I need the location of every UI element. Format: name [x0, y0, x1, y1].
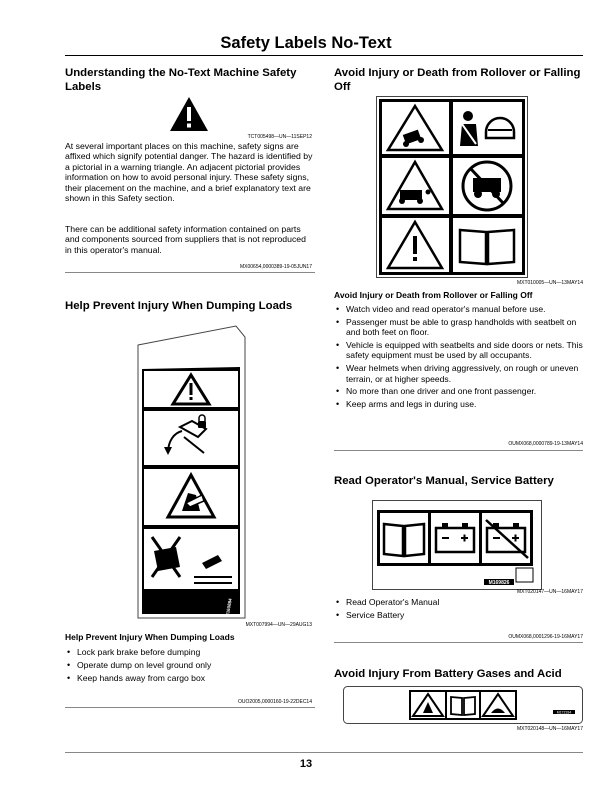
list-item: • Watch video and read operator's manual before use. [334, 304, 584, 314]
list-item: • Lock park brake before dumping [65, 647, 315, 657]
section-divider [334, 450, 583, 451]
understanding-para1: At several important places on this machine, safety signs are affixed which signify potential danger. The hazard is identified by a pictorial in a warning triangle. An adjacent pictorial provides information on how to avoid personal injury. These safety signs, their placement on the machine, and a brief explanatory text are shown in this Safety section. [65, 141, 313, 204]
dumping-caption: MXT007994—UN—29AUG13 [245, 622, 312, 628]
rollover-bullet-list [334, 304, 584, 412]
battery-caption: MXT020147—UN—16MAY17 [516, 589, 583, 595]
warning-triangle-icon [169, 96, 209, 132]
battery-ref: OUMX068,0001296-19-16MAY17 [508, 634, 583, 640]
rollover-ref: OUMX068,0000789-19-13MAY14 [508, 441, 583, 447]
list-item: • No more than one driver and one front passenger. [334, 386, 584, 396]
list-item: • Vehicle is equipped with seatbelts and side doors or nets. This safety equipment must be used by all occupants. [334, 340, 584, 361]
understanding-ref: MX00654,0000389-19-05JUN17 [240, 264, 312, 270]
battery-heading: Read Operator's Manual, Service Battery [334, 475, 554, 487]
rollover-safety-label-image [376, 96, 528, 278]
dumping-heading: Help Prevent Injury When Dumping Loads [65, 300, 293, 312]
gases-heading: Avoid Injury From Battery Gases and Acid [334, 668, 562, 680]
rollover-subheading: Avoid Injury or Death from Rollover or Falling Off [334, 290, 533, 300]
section-divider [334, 642, 583, 643]
dumping-subheading: Help Prevent Injury When Dumping Loads [65, 632, 235, 642]
understanding-caption: TCT005498—UN—11SEP12 [247, 134, 312, 140]
dumping-bullet-list [65, 647, 315, 686]
list-item: • Read Operator's Manual [334, 597, 584, 607]
rollover-caption: MXT010005—UN—13MAY14 [516, 280, 583, 286]
list-item: • Service Battery [334, 610, 584, 620]
list-item: • Passenger must be able to grasp handholds with seatbelt on and both feet on floor. [334, 317, 584, 338]
footer-rule [65, 752, 583, 753]
understanding-heading: Understanding the No-Text Machine Safety Labels [65, 67, 297, 93]
title-rule [65, 55, 583, 56]
page-number: 13 [299, 758, 313, 770]
page-title: Safety Labels No-Text [220, 34, 392, 52]
section-divider [65, 707, 315, 708]
no-arms-out-icon [463, 162, 511, 210]
list-item: • Operate dump on level ground only [65, 660, 315, 670]
dumping-ref: OUO2005,0000160-19-22DEC14 [238, 699, 312, 705]
battery-gases-label-image [343, 686, 583, 726]
battery-safety-label-image [372, 500, 542, 590]
dumping-safety-label-image [124, 325, 246, 620]
list-item: • Keep hands away from cargo box [65, 673, 315, 683]
section-divider [65, 272, 315, 273]
gases-caption: MXT020148—UN—16MAY17 [516, 726, 583, 732]
rollover-heading: Avoid Injury or Death from Rollover or Falling Off [334, 67, 581, 93]
operators-manual-icon [460, 230, 514, 264]
dumping-label-code: M160884 [224, 598, 233, 618]
operators-manual-icon [384, 524, 424, 556]
battery-bullet-list [334, 597, 584, 623]
gases-label-code: M172334 [556, 710, 572, 715]
understanding-para2: There can be additional safety information contained on parts and components sourced from suppliers that is not reproduced in this operator's manual. [65, 224, 306, 255]
list-item: • Keep arms and legs in during use. [334, 399, 584, 409]
list-item: • Wear helmets when driving aggressively, on rough or uneven terrain, or at higher speeds. [334, 363, 584, 384]
battery-label-code: M169826 [488, 580, 510, 586]
battery-icon [436, 523, 474, 552]
